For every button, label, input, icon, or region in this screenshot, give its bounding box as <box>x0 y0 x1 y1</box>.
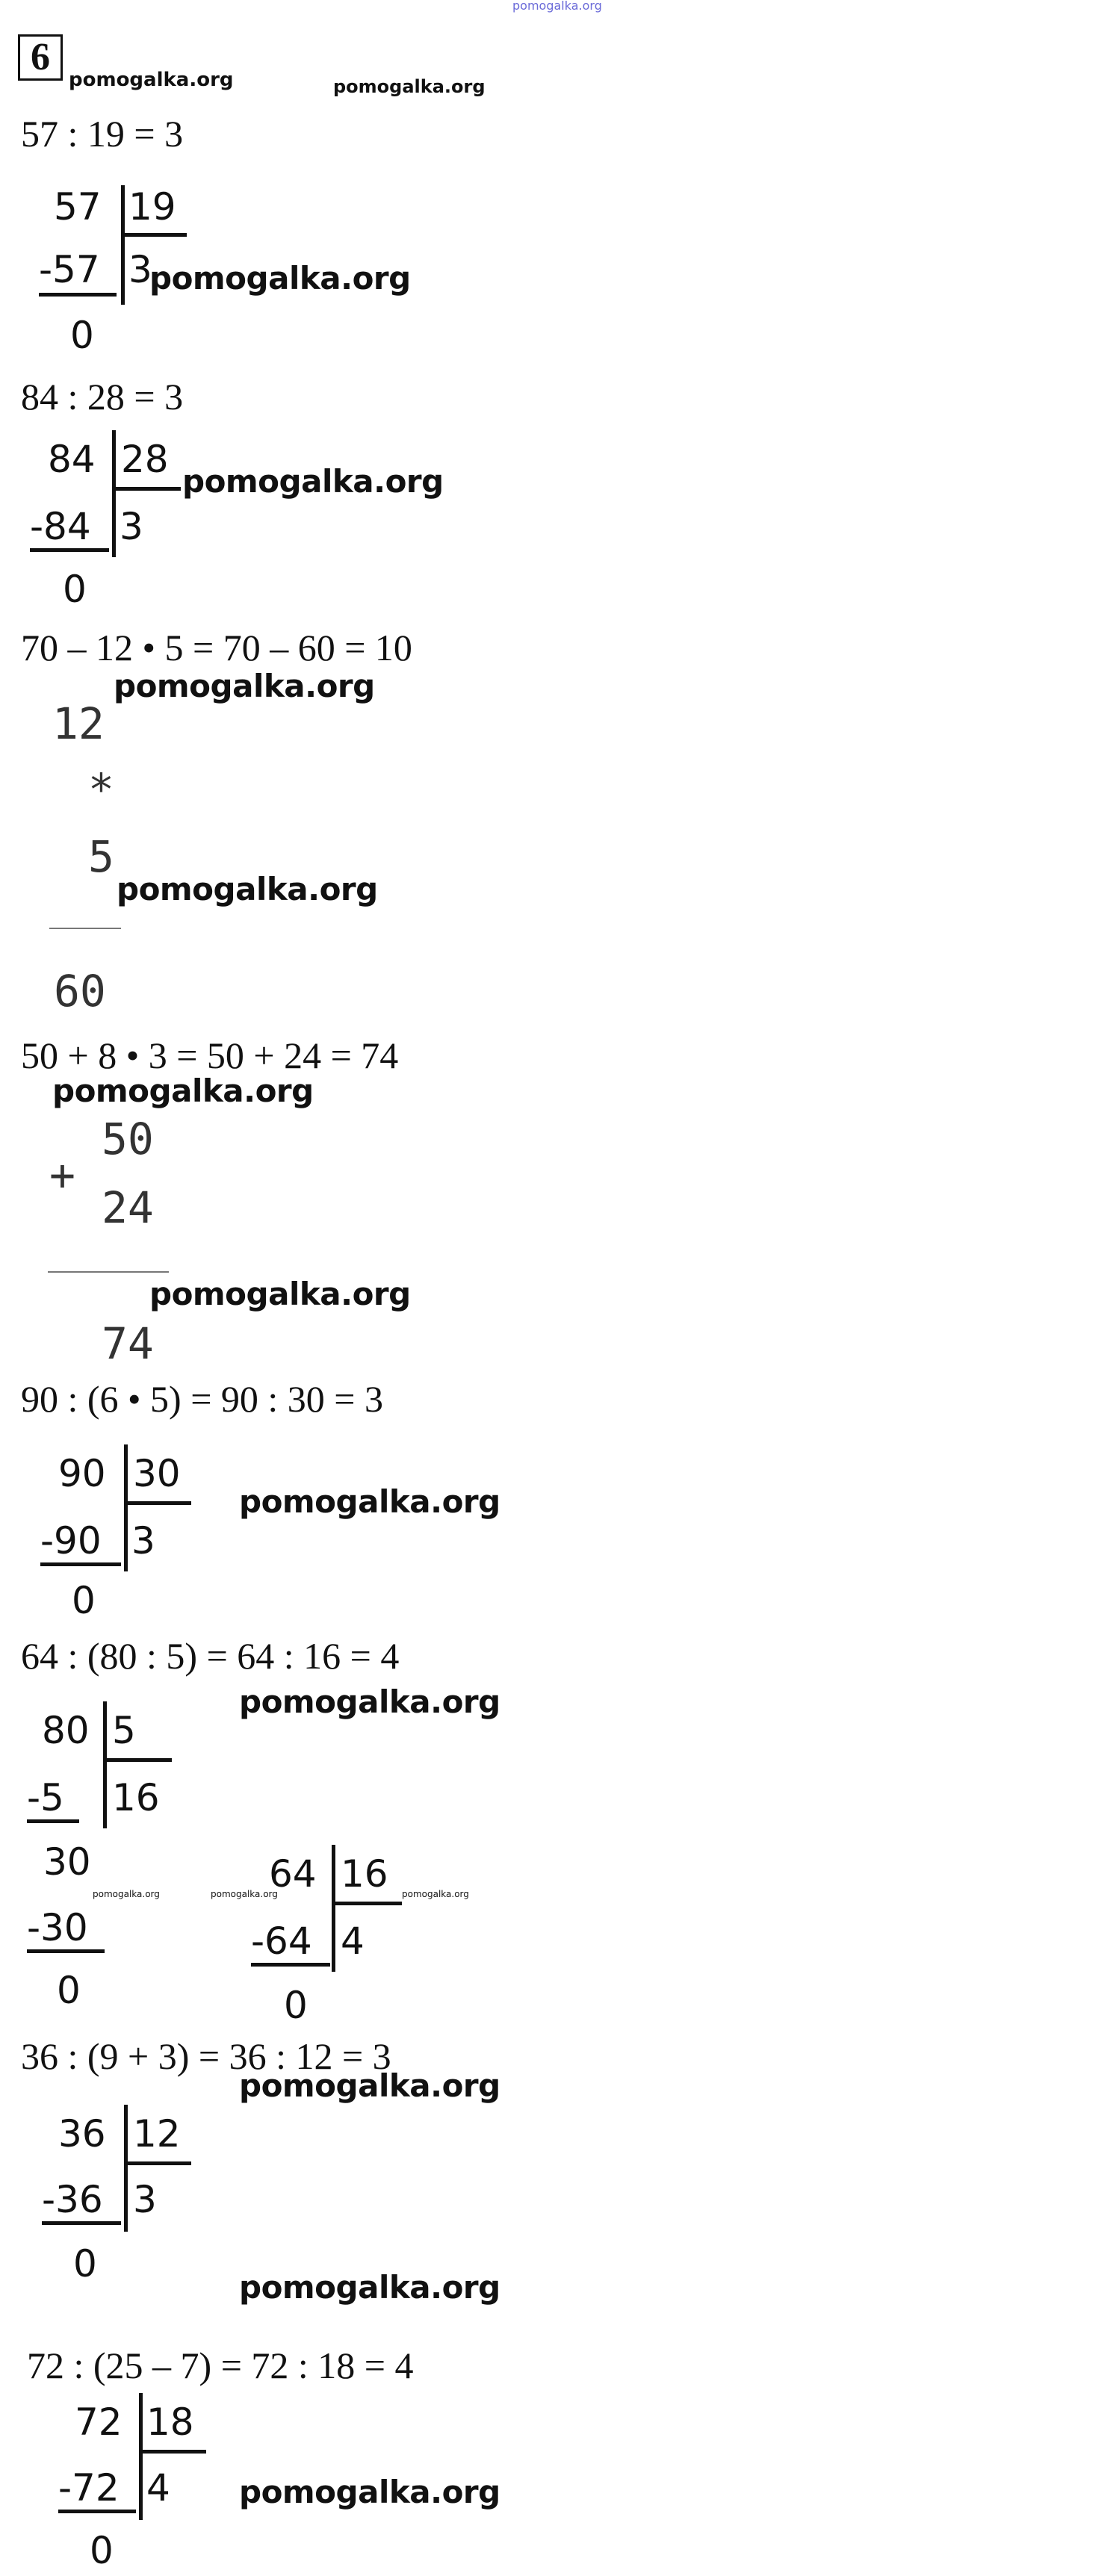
task-number: 6 <box>18 34 63 81</box>
column-result: 60 <box>54 966 106 1017</box>
dividend: 80 <box>42 1709 90 1752</box>
division-vertical-line <box>139 2393 143 2520</box>
divisor: 28 <box>121 438 169 481</box>
watermark: pomogalka.org <box>239 2474 500 2510</box>
quotient: 3 <box>128 248 152 291</box>
subtract-underline <box>27 1949 105 1953</box>
equation: 64 : (80 : 5) = 64 : 16 = 4 <box>21 1635 400 1677</box>
subtract-underline <box>58 2510 136 2513</box>
division-vertical-line <box>112 430 116 557</box>
division-vertical-line <box>124 1444 128 1571</box>
column-line <box>49 928 121 929</box>
watermark: pomogalka.org <box>239 1683 500 1720</box>
watermark: pomogalka.org <box>149 260 411 297</box>
subtract-underline <box>39 293 117 297</box>
top-watermark: pomogalka.org <box>512 0 602 13</box>
division-vertical-line <box>332 1845 335 1972</box>
watermark: pomogalka.org <box>69 69 234 91</box>
subtract-value: -57 <box>39 248 100 291</box>
remainder: 0 <box>284 1984 308 2027</box>
equation: 90 : (6 • 5) = 90 : 30 = 3 <box>21 1378 383 1420</box>
subtract-underline <box>40 1562 121 1566</box>
divisor: 5 <box>112 1709 136 1752</box>
subtract-underline <box>30 548 109 552</box>
divisor: 18 <box>146 2400 194 2444</box>
equation: 70 – 12 • 5 = 70 – 60 = 10 <box>21 627 412 668</box>
division-vertical-line <box>103 1701 107 1828</box>
watermark: pomogalka.org <box>211 1889 278 1899</box>
dividend: 72 <box>75 2400 123 2444</box>
remainder: 0 <box>73 2242 97 2285</box>
division-divisor-line <box>121 233 187 237</box>
division-divisor-line <box>124 2161 191 2165</box>
divisor: 12 <box>133 2112 181 2156</box>
quotient: 16 <box>112 1776 160 1819</box>
divisor: 30 <box>133 1452 181 1495</box>
subtract-value: -64 <box>251 1919 312 1963</box>
column-bottom: 5 <box>88 831 114 882</box>
quotient: 4 <box>146 2466 170 2510</box>
dividend: 36 <box>58 2112 106 2156</box>
column-top: 12 <box>52 698 105 749</box>
subtract-value: -36 <box>42 2178 103 2221</box>
column-line <box>48 1271 169 1273</box>
watermark: pomogalka.org <box>117 871 378 907</box>
quotient: 3 <box>120 505 143 548</box>
step-value: 30 <box>43 1840 91 1884</box>
watermark: pomogalka.org <box>239 2269 500 2306</box>
dividend: 90 <box>58 1452 106 1495</box>
subtract-value: -90 <box>40 1519 102 1562</box>
equation: 84 : 28 = 3 <box>21 376 184 418</box>
division-divisor-line <box>103 1758 172 1762</box>
watermark: pomogalka.org <box>114 668 375 704</box>
remainder: 0 <box>70 314 94 357</box>
remainder: 0 <box>72 1579 96 1622</box>
column-top: 50 <box>102 1114 154 1164</box>
division-divisor-line <box>112 487 181 491</box>
subtract-value: -30 <box>27 1906 88 1949</box>
subtract-underline <box>27 1819 79 1823</box>
subtract-underline <box>251 1963 330 1967</box>
subtract-value: -84 <box>30 505 91 548</box>
subtract-value: -5 <box>27 1776 64 1819</box>
watermark: pomogalka.org <box>239 1483 500 1520</box>
watermark: pomogalka.org <box>182 463 444 500</box>
division-divisor-line <box>332 1902 402 1905</box>
division-vertical-line <box>124 2105 128 2232</box>
remainder: 0 <box>63 568 87 611</box>
equation: 50 + 8 • 3 = 50 + 24 = 74 <box>21 1034 399 1076</box>
quotient: 4 <box>341 1919 365 1963</box>
watermark: pomogalka.org <box>402 1889 469 1899</box>
column-operator: + <box>49 1149 75 1200</box>
watermark: pomogalka.org <box>333 76 486 97</box>
watermark: pomogalka.org <box>52 1073 314 1109</box>
dividend: 84 <box>48 438 96 481</box>
division-vertical-line <box>121 185 125 305</box>
remainder: 0 <box>90 2529 114 2572</box>
remainder: 0 <box>57 1969 81 2012</box>
watermark: pomogalka.org <box>239 2067 500 2104</box>
subtract-value: -72 <box>58 2466 120 2510</box>
equation: 72 : (25 – 7) = 72 : 18 = 4 <box>27 2344 414 2386</box>
dividend: 64 <box>269 1852 317 1896</box>
subtract-underline <box>42 2221 121 2225</box>
watermark: pomogalka.org <box>149 1276 411 1312</box>
column-operator: * <box>88 764 114 815</box>
column-result: 74 <box>102 1318 154 1369</box>
equation: 36 : (9 + 3) = 36 : 12 = 3 <box>21 2035 391 2077</box>
watermark: pomogalka.org <box>93 1889 160 1899</box>
dividend: 57 <box>54 185 102 229</box>
quotient: 3 <box>133 2178 157 2221</box>
equation: 57 : 19 = 3 <box>21 113 184 155</box>
divisor: 16 <box>341 1852 388 1896</box>
quotient: 3 <box>131 1519 155 1562</box>
division-divisor-line <box>139 2450 206 2454</box>
column-bottom: 24 <box>102 1182 154 1233</box>
divisor: 19 <box>128 185 176 229</box>
division-divisor-line <box>124 1501 191 1505</box>
